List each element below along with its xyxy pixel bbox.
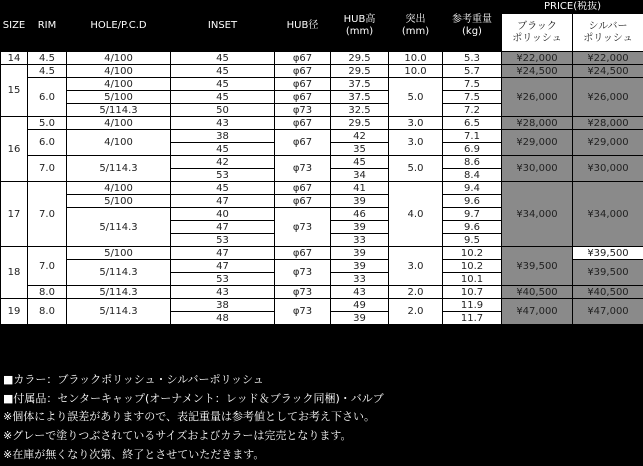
weight-cell: 9.4	[443, 182, 502, 195]
inset-cell: 38	[171, 130, 275, 143]
size-cell: 14	[1, 52, 28, 65]
rim-cell: 7.0	[28, 156, 67, 182]
pcd-cell: 4/100	[67, 117, 171, 130]
price-black-cell: ¥22,000	[502, 52, 573, 65]
table-row	[1, 286, 643, 299]
inset-cell: 40	[171, 208, 275, 221]
hub-cell: φ67	[275, 182, 331, 195]
protrusion-cell: 10.0	[389, 65, 443, 78]
protrusion-label: 突出	[405, 14, 426, 25]
hub-cell: φ67	[275, 91, 331, 104]
price-silver-cell: ¥30,000	[573, 156, 643, 182]
hub-cell: φ73	[275, 260, 331, 286]
price-black-cell: ¥28,000	[502, 117, 573, 130]
header-hub-height	[331, 1, 389, 52]
protrusion-cell: 3.0	[389, 130, 443, 156]
hub-cell: φ67	[275, 195, 331, 208]
weight-cell: 11.7	[443, 312, 502, 325]
price-silver-cell: ¥24,500	[573, 65, 643, 78]
notes	[3, 371, 384, 465]
weight-cell: 9.7	[443, 208, 502, 221]
rim-cell: 8.0	[28, 286, 67, 299]
weight-cell: 10.7	[443, 286, 502, 299]
inset-cell: 43	[171, 286, 275, 299]
price-black-cell: ¥30,000	[502, 156, 573, 182]
hub-height-unit: (mm)	[345, 26, 374, 37]
note-weight: ※個体により誤差がありますので、表記重量は参考値としてお考え下さい。	[3, 410, 375, 424]
pcd-cell: 5/114.3	[67, 260, 171, 286]
hub-height-cell: 34	[331, 169, 389, 182]
weight-cell: 10.2	[443, 260, 502, 273]
inset-cell: 45	[171, 182, 275, 195]
hub-cell: φ67	[275, 78, 331, 91]
rim-cell: 7.0	[28, 247, 67, 286]
header-hub-diameter: HUB径	[275, 1, 331, 52]
hub-cell: φ73	[275, 156, 331, 182]
weight-unit: (kg)	[462, 26, 482, 37]
hub-height-cell: 39	[331, 247, 389, 260]
inset-cell: 47	[171, 221, 275, 234]
pcd-cell: 5/114.3	[67, 208, 171, 247]
inset-cell: 48	[171, 312, 275, 325]
note-soldout: ※グレーで塗りつぶされているサイズおよびカラーは完売となります。	[3, 429, 352, 443]
size-cell: 18	[1, 247, 28, 299]
rim-cell: 4.5	[28, 65, 67, 78]
size-cell: 17	[1, 182, 28, 247]
pcd-cell: 4/100	[67, 65, 171, 78]
hub-height-cell: 29.5	[331, 65, 389, 78]
table-row	[1, 117, 643, 130]
pcd-cell: 4/100	[67, 78, 171, 91]
hub-height-cell: 39	[331, 312, 389, 325]
note-stock: ※在庫が無くなり次第、終了とさせていただきます。	[3, 447, 265, 461]
protrusion-cell: 4.0	[389, 182, 443, 247]
inset-cell: 45	[171, 78, 275, 91]
weight-cell: 7.5	[443, 91, 502, 104]
hub-height-cell: 29.5	[331, 52, 389, 65]
rim-cell: 6.0	[28, 78, 67, 117]
price-silver-cell: ¥22,000	[573, 52, 643, 65]
weight-cell: 9.6	[443, 221, 502, 234]
inset-cell: 50	[171, 104, 275, 117]
weight-cell: 11.9	[443, 299, 502, 312]
price-black-cell: ¥26,000	[502, 78, 573, 117]
table-row	[1, 182, 643, 195]
hub-cell: φ67	[275, 130, 331, 156]
protrusion-cell: 5.0	[389, 156, 443, 182]
inset-cell: 47	[171, 260, 275, 273]
hub-height-cell: 33	[331, 234, 389, 247]
hub-cell: φ67	[275, 247, 331, 260]
rim-cell: 8.0	[28, 299, 67, 325]
protrusion-unit: (mm)	[401, 26, 430, 37]
weight-label: 参考重量	[452, 14, 492, 25]
hub-cell: φ67	[275, 117, 331, 130]
hub-height-cell: 46	[331, 208, 389, 221]
protrusion-cell: 2.0	[389, 286, 443, 299]
inset-cell: 45	[171, 52, 275, 65]
price-black-cell: ¥29,000	[502, 130, 573, 156]
inset-cell: 42	[171, 156, 275, 169]
rim-cell: 6.0	[28, 130, 67, 156]
inset-cell: 53	[171, 234, 275, 247]
header-inset: INSET	[171, 1, 275, 52]
table-row	[1, 65, 643, 78]
hub-height-cell: 39	[331, 195, 389, 208]
price-black-cell: ¥47,000	[502, 299, 573, 325]
table-row	[1, 52, 643, 65]
protrusion-cell: 3.0	[389, 117, 443, 130]
hub-height-cell: 39	[331, 260, 389, 273]
pcd-cell: 5/114.3	[67, 286, 171, 299]
hub-height-cell: 32.5	[331, 104, 389, 117]
hub-cell: φ73	[275, 104, 331, 117]
price-black-cell: ¥34,000	[502, 182, 573, 247]
protrusion-cell: 2.0	[389, 299, 443, 325]
price-silver-cell: ¥26,000	[573, 78, 643, 117]
inset-cell: 47	[171, 247, 275, 260]
rim-cell: 5.0	[28, 117, 67, 130]
inset-cell: 47	[171, 195, 275, 208]
weight-cell: 9.5	[443, 234, 502, 247]
price-silver-cell: ¥39,500	[573, 260, 643, 286]
weight-cell: 6.5	[443, 117, 502, 130]
inset-cell: 53	[171, 169, 275, 182]
pcd-cell: 5/114.3	[67, 156, 171, 182]
weight-cell: 7.1	[443, 130, 502, 143]
price-black-cell: ¥24,500	[502, 65, 573, 78]
price-silver-cell: ¥29,000	[573, 130, 643, 156]
weight-cell: 10.2	[443, 247, 502, 260]
hub-height-cell: 49	[331, 299, 389, 312]
table-row	[1, 247, 643, 260]
hub-cell: φ73	[275, 208, 331, 247]
protrusion-cell: 3.0	[389, 247, 443, 286]
hub-height-cell: 39	[331, 221, 389, 234]
table-row	[1, 156, 643, 169]
weight-cell: 8.6	[443, 156, 502, 169]
hub-cell: φ73	[275, 299, 331, 325]
protrusion-cell: 5.0	[389, 78, 443, 117]
hub-cell: φ67	[275, 52, 331, 65]
header-rim: RIM	[28, 1, 67, 52]
hub-height-cell: 42	[331, 130, 389, 143]
hub-height-cell: 37.5	[331, 78, 389, 91]
inset-cell: 45	[171, 143, 275, 156]
hub-height-cell: 29.5	[331, 117, 389, 130]
hub-height-cell: 37.5	[331, 91, 389, 104]
header-protrusion	[389, 1, 443, 52]
table-row	[1, 299, 643, 312]
weight-cell: 5.3	[443, 52, 502, 65]
price-black-cell: ¥39,500	[502, 247, 573, 286]
hub-height-label: HUB高	[343, 14, 376, 25]
header-weight	[443, 1, 502, 52]
protrusion-cell: 10.0	[389, 52, 443, 65]
price-silver-cell: ¥28,000	[573, 117, 643, 130]
header-price: PRICE(税抜)	[502, 1, 643, 14]
hub-height-cell: 41	[331, 182, 389, 195]
price-silver-cell: ¥47,000	[573, 299, 643, 325]
hub-cell: φ73	[275, 286, 331, 299]
pcd-cell: 5/100	[67, 247, 171, 260]
weight-cell: 5.7	[443, 65, 502, 78]
weight-cell: 9.6	[443, 195, 502, 208]
size-cell: 19	[1, 299, 28, 325]
rim-cell: 4.5	[28, 52, 67, 65]
rim-cell: 7.0	[28, 182, 67, 247]
hub-height-cell: 45	[331, 156, 389, 169]
pcd-cell: 4/100	[67, 52, 171, 65]
table-row	[1, 78, 643, 91]
weight-cell: 10.1	[443, 273, 502, 286]
inset-cell: 38	[171, 299, 275, 312]
header-size: SIZE	[1, 1, 28, 52]
inset-cell: 53	[171, 273, 275, 286]
hub-cell: φ67	[275, 65, 331, 78]
inset-cell: 43	[171, 117, 275, 130]
price-silver-cell: ¥39,500	[573, 247, 643, 260]
header-hole-pcd: HOLE/P.C.D	[67, 1, 171, 52]
price-black-cell: ¥40,500	[502, 286, 573, 299]
inset-cell: 45	[171, 91, 275, 104]
weight-cell: 6.9	[443, 143, 502, 156]
header-black-polish: ブラック ポリッシュ	[502, 14, 573, 52]
size-cell: 16	[1, 117, 28, 182]
hub-height-cell: 43	[331, 286, 389, 299]
pcd-cell: 5/114.3	[67, 299, 171, 325]
pcd-cell: 4/100	[67, 130, 171, 156]
pcd-cell: 5/114.3	[67, 104, 171, 117]
hub-height-cell: 35	[331, 143, 389, 156]
weight-cell: 8.4	[443, 169, 502, 182]
inset-cell: 45	[171, 65, 275, 78]
table-row	[1, 130, 643, 143]
pcd-cell: 5/100	[67, 91, 171, 104]
note-color: ■カラー：ブラックポリッシュ・シルバーポリッシュ	[3, 373, 264, 386]
header-silver-polish: シルバー ポリッシュ	[573, 14, 643, 52]
note-accessories: ■付属品：センターキャップ(オーナメント：レッド＆ブラック同梱)・バルブ	[3, 391, 384, 405]
hub-height-cell: 33	[331, 273, 389, 286]
price-silver-cell: ¥40,500	[573, 286, 643, 299]
weight-cell: 7.2	[443, 104, 502, 117]
pcd-cell: 5/100	[67, 195, 171, 208]
weight-cell: 7.5	[443, 78, 502, 91]
price-silver-cell: ¥34,000	[573, 182, 643, 247]
pcd-cell: 4/100	[67, 182, 171, 195]
size-cell: 15	[1, 65, 28, 117]
